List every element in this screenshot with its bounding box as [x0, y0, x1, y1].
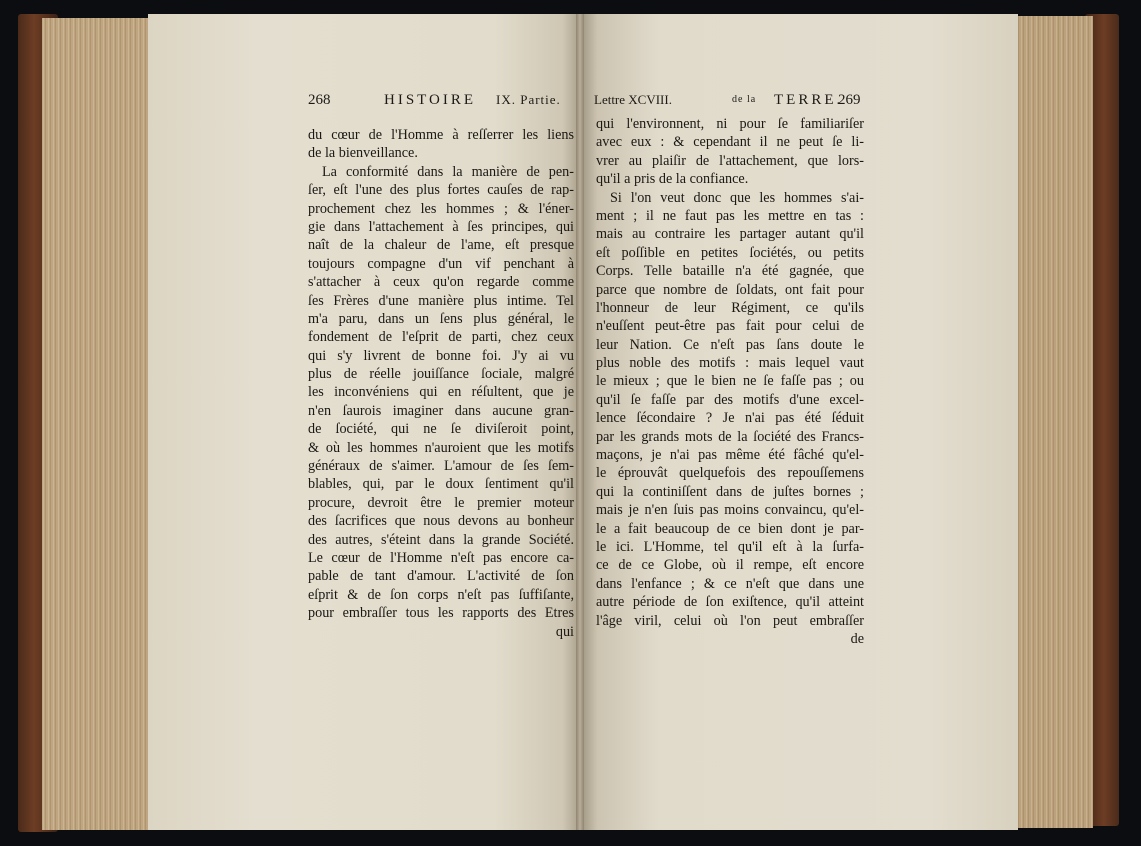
- text-line: fondement de l'eſprit de parti, chez ceux: [308, 329, 574, 346]
- text-line: qui l'environnent, ni pour ſe familiariſer: [596, 116, 864, 132]
- text-line: Le cœur de l'Homme n'eſt pas encore ca-: [308, 549, 574, 566]
- text-line: de ſociété, qui ne ſe diviſeroit point,: [308, 421, 574, 438]
- text-line: pour embraſſer tous les rapports des Etres: [308, 605, 574, 622]
- text-line: qui la continiſſent dans de juſtes bornes ;: [596, 483, 864, 500]
- text-line: du cœur de l'Homme à reſſerrer les liens: [308, 127, 574, 143]
- right-page-edges: [1015, 16, 1093, 828]
- text-line: pable de tant d'amour. L'activité de ſon: [308, 568, 574, 585]
- text-line: n'en ſaurois imaginer dans aucune gran-: [308, 402, 574, 419]
- text-line: parce que nombre de ſoldats, ont fait pour: [596, 281, 864, 298]
- text-line: plus de réelle jouiſſance ſociale, malgré: [308, 366, 574, 383]
- text-line: vrer au plaiſir de l'attachement, que lors-: [596, 152, 864, 169]
- text-line: mais au contraire les partager autant qu'il: [596, 226, 864, 243]
- text-line: qu'il a pris de la confiance.: [596, 171, 749, 188]
- text-line: leur Nation. Ce n'eſt pas ſans doute le: [596, 336, 864, 353]
- left-header-part: IX. Partie.: [496, 92, 561, 107]
- text-line: La conformité dans la manière de pen-: [322, 163, 574, 180]
- text-line: prochement chez les hommes ; & l'éner-: [308, 200, 574, 217]
- text-line: maçons, je n'ai pas même été fâché qu'el-: [596, 447, 864, 464]
- book-gutter: [576, 14, 584, 830]
- left-page-edges: [42, 18, 154, 830]
- catchword: de: [850, 630, 864, 647]
- text-line: toujours compagne d'un vif penchant à: [308, 255, 574, 272]
- left-header-title: HISTOIRE: [384, 92, 477, 108]
- text-line: & où les hommes n'auroient que les motifs: [308, 439, 574, 456]
- text-line: ment ; il ne faut pas les mettre en tas :: [596, 207, 864, 224]
- text-line: qui s'y livrent de bonne foi. J'y ai vu: [308, 347, 574, 364]
- text-line: le mieux ; que le bien ne ſe faſſe pas ; ou: [596, 373, 864, 390]
- text-line: par les grands mots de la ſociété des Francs-: [596, 428, 864, 445]
- text-line: ſer, eſt l'une des plus fortes cauſes de rap-: [308, 182, 574, 199]
- text-line: l'honneur de leur Régiment, ce qu'ils: [596, 299, 864, 316]
- text-line: le ici. L'Homme, tel qu'il eſt à la ſurfa-: [596, 538, 864, 555]
- left-page-body: [308, 126, 574, 641]
- left-page-number: 268: [308, 92, 331, 108]
- text-line: mais je n'en ſuis pas moins convaincu, qu'el-: [596, 502, 864, 519]
- text-line: lence ſécondaire ? Je n'ai pas été ſéduit: [596, 410, 864, 427]
- text-line: gie dans l'attachement à ſes principes, qui: [308, 218, 574, 235]
- text-line: des ſacrifices que nous devons au bonheur: [308, 513, 574, 530]
- right-page-body: [596, 115, 864, 648]
- text-line: s'attacher à ceux qu'on regarde comme: [308, 274, 574, 291]
- text-line: n'euſſent peut-être pas fait pour celui de: [596, 318, 864, 335]
- text-line: ce de ce Globe, où il rempe, eſt encore: [596, 557, 864, 574]
- text-line: eſprit & de ſon corps n'eſt pas ſuffiſante,: [308, 586, 574, 603]
- text-line: autre période de ſon exiſtence, qu'il atteint: [596, 594, 864, 611]
- text-line: plus noble des motifs : mais lequel vaut: [596, 355, 864, 372]
- right-header-title: TERRE.: [774, 92, 844, 108]
- text-line: qu'il ſe faſſe par des motifs d'une excel-: [596, 391, 864, 408]
- text-line: dans l'enfance ; & ce n'eſt que dans une: [596, 575, 864, 592]
- text-line: eſt poſſible en petites ſociétés, ou petits: [596, 244, 864, 261]
- right-header-mid: de la: [732, 94, 757, 105]
- text-line: le éprouvât quelquefois des repouſſemens: [596, 465, 864, 482]
- text-line: Si l'on veut donc que les hommes s'ai-: [610, 189, 864, 206]
- text-line: Corps. Telle bataille n'a été gagnée, que: [596, 263, 864, 280]
- right-header-letter: Lettre XCVIII.: [594, 92, 672, 107]
- text-line: ſes Frères d'une manière plus intime. Tel: [308, 292, 574, 309]
- text-line: le a fait beaucoup de ce bien dont je par-: [596, 520, 864, 537]
- right-page-number: 269: [838, 92, 861, 108]
- text-line: les inconvéniens qui en réſultent, que je: [308, 384, 574, 401]
- text-line: naît de la chaleur de l'ame, eſt presque: [308, 237, 574, 254]
- text-line: m'a paru, dans un ſens plus général, le: [308, 310, 574, 327]
- text-line: procure, devroit être le premier moteur: [308, 494, 574, 511]
- text-line: l'âge viril, celui où l'on peut embraſſer: [596, 612, 864, 629]
- text-line: de la bienveillance.: [308, 145, 418, 162]
- text-line: des autres, s'éteint dans la grande Société.: [308, 531, 574, 548]
- text-line: blables, qui, par le doux ſentiment qu'il: [308, 476, 574, 493]
- text-line: avec eux : & cependant il ne peut ſe li-: [596, 134, 864, 151]
- text-line: généraux de s'aimer. L'amour de ſes ſem-: [308, 458, 574, 475]
- catchword: qui: [555, 623, 574, 640]
